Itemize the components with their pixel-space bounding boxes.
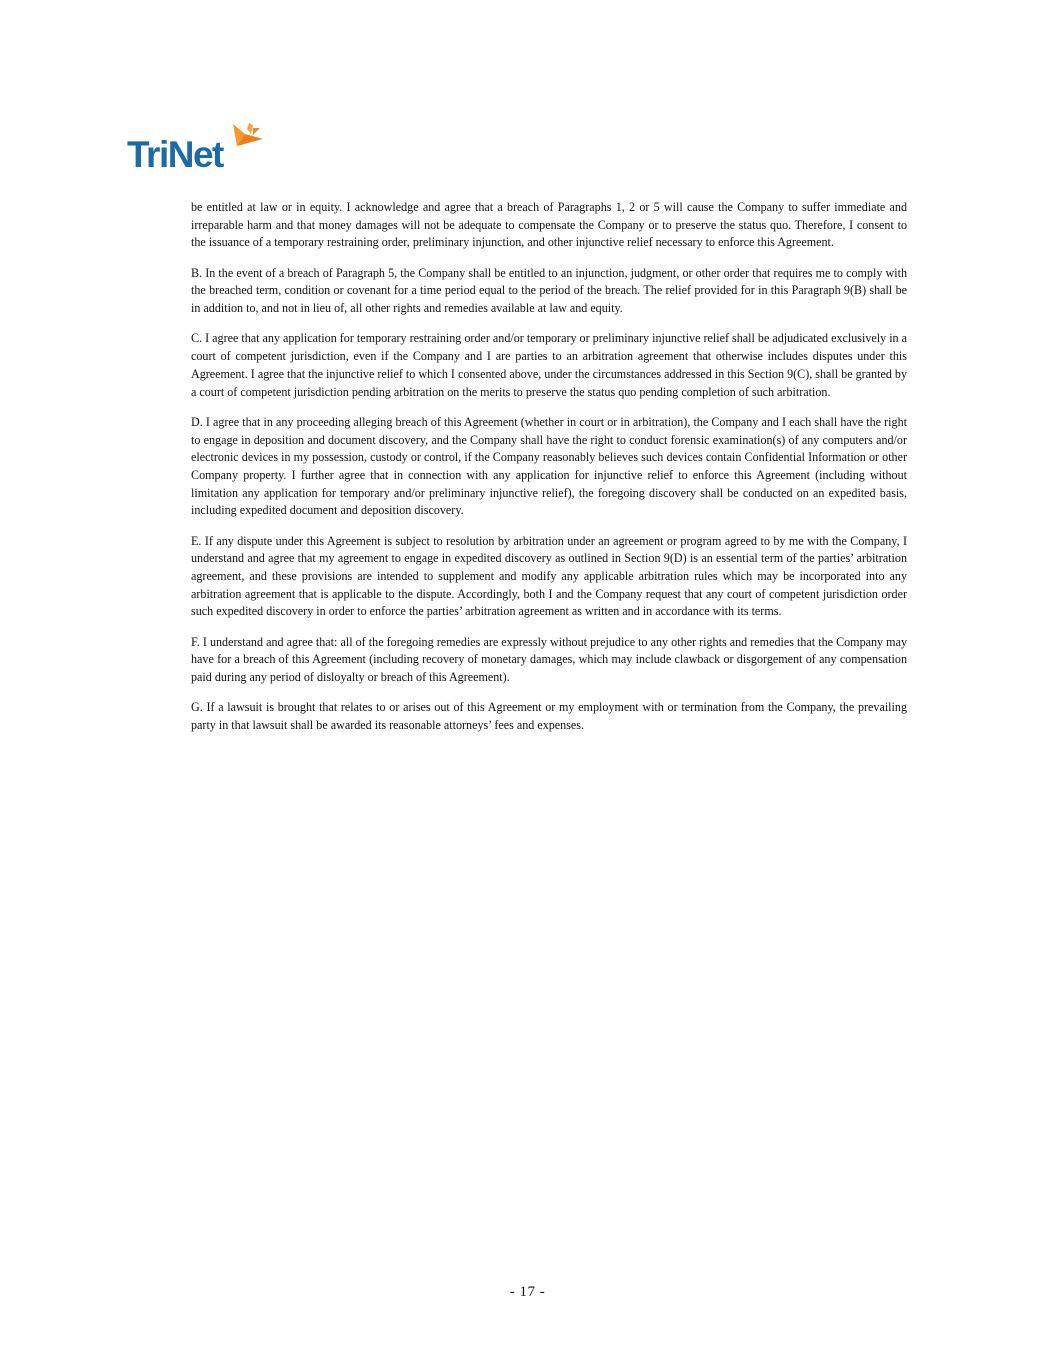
paragraph-g: G. If a lawsuit is brought that relates to or arises out of this Agreement or my employment with or termination from the Company, the prevailing party in that lawsuit shall be awarded its reasonable attorneys’ fees and expenses. — [191, 700, 907, 733]
document-body — [191, 199, 907, 747]
paragraph-c: C. I agree that any application for temporary restraining order and/or temporary or preliminary injunctive relief shall be adjudicated exclusively in a court of competent jurisdiction, even if the Company and I are parties to an arbitration agreement that otherwise includes disputes under this Agreement. I agree that the injunctive relief to which I consented above, under the circumstances addressed in this Section 9(C), shall be granted by a court of competent jurisdiction pending arbitration on the merits to preserve the status quo pending completion of such arbitration. — [191, 331, 907, 399]
paragraph-f: F. I understand and agree that: all of the foregoing remedies are expressly without prejudice to any other rights and remedies that the Company may have for a breach of this Agreement (including recovery of monetary damages, which may include clawback or disgorgement of any compensation paid during any period of disloyalty or breach of this Agreement). — [191, 634, 907, 685]
paragraph-b: B. In the event of a breach of Paragraph 5, the Company shall be entitled to an injunction, judgment, or other order that requires me to comply with the breached term, condition or covenant for a time period equal to the period of the breach. The relief provided for in this Paragraph 9(B) shall be in addition to, and not in lieu of, all other rights and remedies available at law and equity. — [191, 265, 907, 316]
paragraph-continuation: be entitled at law or in equity. I acknowledge and agree that a breach of Paragraphs 1, 2 or 5 will cause the Company to suffer immediate and irreparable harm and that money damages will not be adequate to compensate the Company or to preserve the status quo. Therefore, I consent to the issuance of a temporary restraining order, preliminary injunction, and other injunctive relief necessary to enforce this Agreement. — [191, 200, 907, 250]
logo-wordmark: TriNet — [127, 134, 223, 175]
trinet-logo — [127, 122, 267, 174]
trinet-bird-icon — [231, 122, 265, 154]
paragraph-d: D. I agree that in any proceeding alleging breach of this Agreement (whether in court or in arbitration), the Company and I each shall have the right to engage in deposition and document discovery, and the Company shall have the right to conduct forensic examination(s) of any computers and/or electronic devices in my possession, custody or control, if the Company reasonably believes such devices contain Confidential Information or other Company property. I further agree that in connection with any application for injunctive relief to enforce this Agreement (including without limitation any application for temporary and/or preliminary injunctive relief), the foregoing discovery shall be conducted on an expedited basis, including expedited document and deposition discovery. — [191, 414, 907, 518]
page-number: - 17 - — [509, 1284, 546, 1300]
paragraph-e: E. If any dispute under this Agreement is subject to resolution by arbitration under an agreement or program agreed to by me with the Company, I understand and agree that my agreement to engage in expedited discovery as outlined in Section 9(D) is an essential term of the parties’ arbitration agreement, and these provisions are intended to supplement and modify any applicable arbitration rules which may be incorporated into any arbitration agreement that is applicable to the dispute. Accordingly, both I and the Company request that any court of competent jurisdiction order such expedited discovery in order to enforce the parties’ arbitration agreement as written and in accordance with its terms. — [191, 533, 907, 619]
